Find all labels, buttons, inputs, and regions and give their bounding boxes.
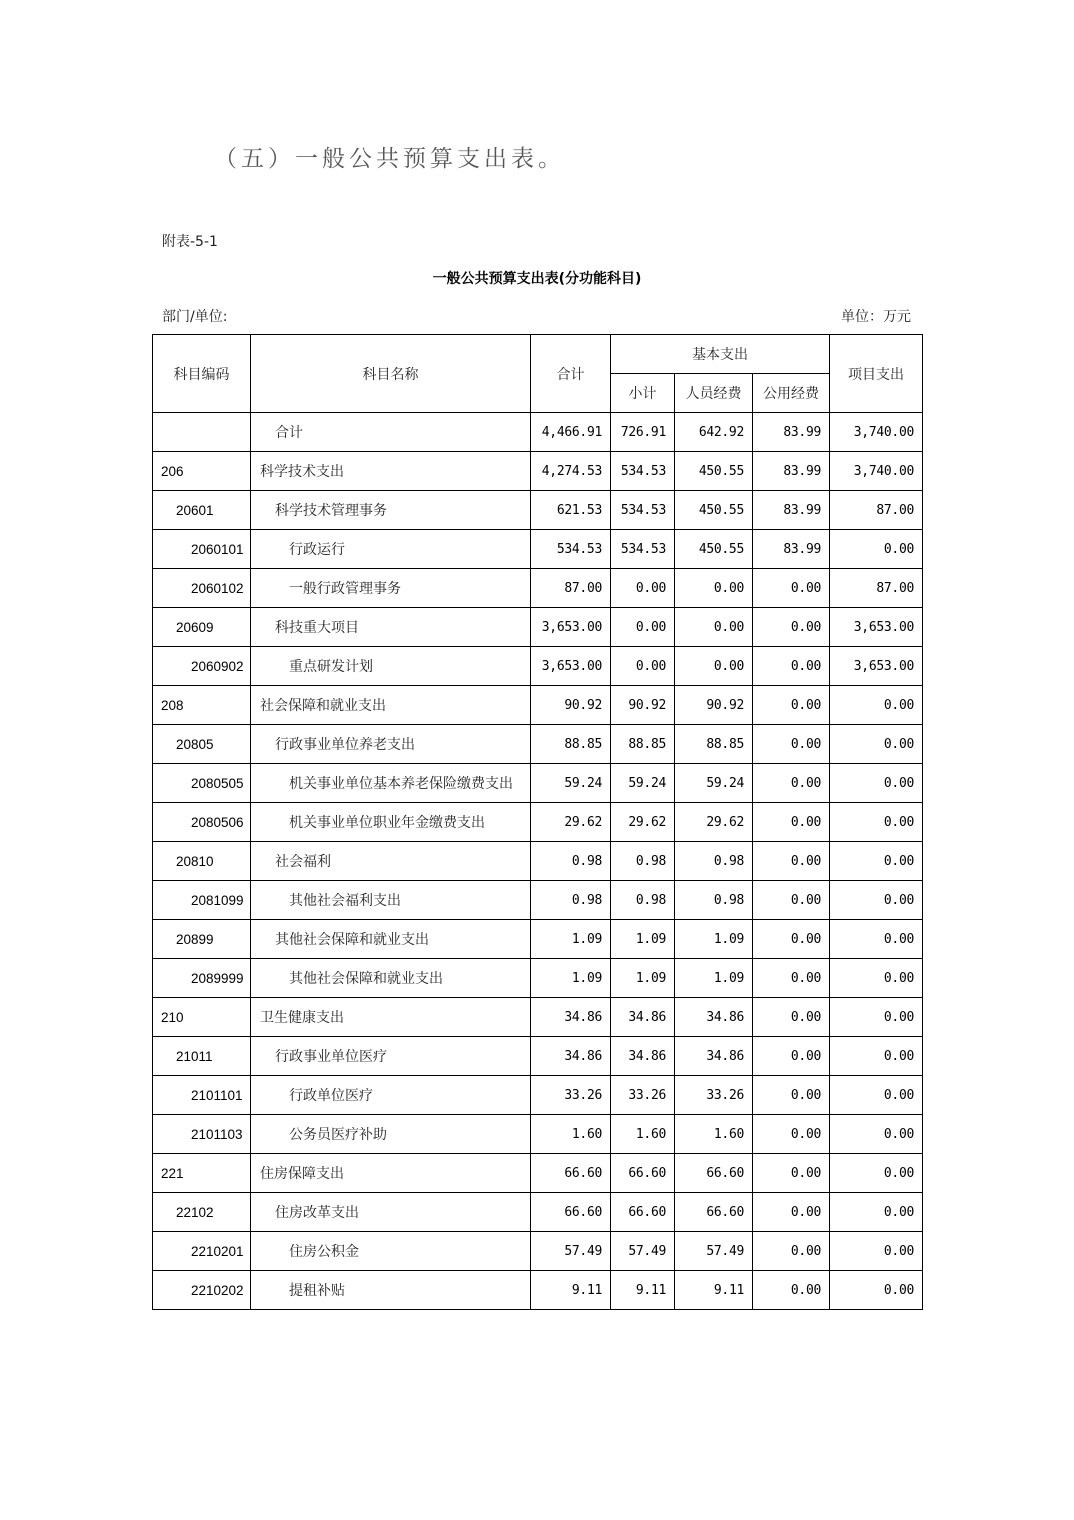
cell-project: 0.00 xyxy=(830,920,923,959)
cell-subtotal: 66.60 xyxy=(611,1154,675,1193)
cell-personnel: 450.55 xyxy=(675,452,753,491)
cell-public: 0.00 xyxy=(753,1076,830,1115)
cell-code: 2101103 xyxy=(153,1115,251,1154)
cell-code: 2080506 xyxy=(153,803,251,842)
cell-project: 3,653.00 xyxy=(830,647,923,686)
cell-name: 提租补贴 xyxy=(251,1271,531,1310)
cell-name: 机关事业单位职业年金缴费支出 xyxy=(251,803,531,842)
table-row xyxy=(153,959,923,998)
cell-total: 4,466.91 xyxy=(531,413,611,452)
cell-total: 90.92 xyxy=(531,686,611,725)
department-label: 部门/单位: xyxy=(162,309,228,325)
cell-public: 0.00 xyxy=(753,647,830,686)
cell-name: 社会福利 xyxy=(251,842,531,881)
cell-total: 34.86 xyxy=(531,1037,611,1076)
table-row xyxy=(153,1154,923,1193)
table-row xyxy=(153,1076,923,1115)
cell-personnel: 1.09 xyxy=(675,920,753,959)
cell-project: 3,740.00 xyxy=(830,413,923,452)
cell-subtotal: 534.53 xyxy=(611,491,675,530)
cell-name: 其他社会保障和就业支出 xyxy=(251,920,531,959)
cell-public: 0.00 xyxy=(753,842,830,881)
cell-code: 2089999 xyxy=(153,959,251,998)
cell-public: 0.00 xyxy=(753,803,830,842)
table-row xyxy=(153,413,923,452)
cell-project: 0.00 xyxy=(830,1232,923,1271)
cell-project: 3,653.00 xyxy=(830,608,923,647)
cell-project: 87.00 xyxy=(830,569,923,608)
cell-personnel: 0.00 xyxy=(675,647,753,686)
header-name: 科目名称 xyxy=(251,335,531,413)
table-row xyxy=(153,998,923,1037)
cell-personnel: 0.00 xyxy=(675,569,753,608)
header-total: 合计 xyxy=(531,335,611,413)
table-row xyxy=(153,647,923,686)
cell-subtotal: 33.26 xyxy=(611,1076,675,1115)
cell-name: 行政事业单位养老支出 xyxy=(251,725,531,764)
cell-personnel: 66.60 xyxy=(675,1154,753,1193)
cell-subtotal: 0.00 xyxy=(611,647,675,686)
header-personnel: 人员经费 xyxy=(675,374,753,413)
cell-code: 20805 xyxy=(153,725,251,764)
table-row xyxy=(153,1193,923,1232)
cell-personnel: 450.55 xyxy=(675,491,753,530)
cell-subtotal: 9.11 xyxy=(611,1271,675,1310)
cell-public: 0.00 xyxy=(753,1193,830,1232)
cell-project: 0.00 xyxy=(830,1271,923,1310)
header-subtotal: 小计 xyxy=(611,374,675,413)
cell-personnel: 0.98 xyxy=(675,842,753,881)
cell-project: 0.00 xyxy=(830,1154,923,1193)
table-row xyxy=(153,491,923,530)
cell-project: 0.00 xyxy=(830,998,923,1037)
cell-public: 83.99 xyxy=(753,452,830,491)
cell-public: 83.99 xyxy=(753,530,830,569)
cell-subtotal: 1.09 xyxy=(611,920,675,959)
table-row xyxy=(153,530,923,569)
cell-code: 20601 xyxy=(153,491,251,530)
cell-subtotal: 0.98 xyxy=(611,842,675,881)
cell-total: 534.53 xyxy=(531,530,611,569)
cell-name: 住房公积金 xyxy=(251,1232,531,1271)
cell-total: 66.60 xyxy=(531,1193,611,1232)
header-public: 公用经费 xyxy=(753,374,830,413)
cell-name: 其他社会保障和就业支出 xyxy=(251,959,531,998)
table-row xyxy=(153,725,923,764)
header-basic: 基本支出 xyxy=(611,335,830,374)
cell-personnel: 9.11 xyxy=(675,1271,753,1310)
cell-personnel: 1.09 xyxy=(675,959,753,998)
cell-name: 行政运行 xyxy=(251,530,531,569)
cell-total: 621.53 xyxy=(531,491,611,530)
table-row xyxy=(153,764,923,803)
cell-public: 0.00 xyxy=(753,1271,830,1310)
cell-public: 83.99 xyxy=(753,413,830,452)
cell-code xyxy=(153,413,251,452)
cell-name: 住房改革支出 xyxy=(251,1193,531,1232)
cell-code: 21011 xyxy=(153,1037,251,1076)
cell-total: 29.62 xyxy=(531,803,611,842)
cell-name: 社会保障和就业支出 xyxy=(251,686,531,725)
cell-subtotal: 0.98 xyxy=(611,881,675,920)
table-body xyxy=(153,413,923,1310)
cell-code: 2210201 xyxy=(153,1232,251,1271)
cell-personnel: 90.92 xyxy=(675,686,753,725)
cell-subtotal: 534.53 xyxy=(611,452,675,491)
cell-public: 83.99 xyxy=(753,491,830,530)
cell-subtotal: 66.60 xyxy=(611,1193,675,1232)
cell-public: 0.00 xyxy=(753,1154,830,1193)
table-row xyxy=(153,1115,923,1154)
cell-personnel: 33.26 xyxy=(675,1076,753,1115)
cell-project: 0.00 xyxy=(830,842,923,881)
cell-personnel: 1.60 xyxy=(675,1115,753,1154)
cell-total: 0.98 xyxy=(531,842,611,881)
cell-name: 科学技术管理事务 xyxy=(251,491,531,530)
cell-project: 87.00 xyxy=(830,491,923,530)
cell-name: 科技重大项目 xyxy=(251,608,531,647)
cell-public: 0.00 xyxy=(753,1115,830,1154)
cell-public: 0.00 xyxy=(753,1037,830,1076)
header-project: 项目支出 xyxy=(830,335,923,413)
cell-name: 住房保障支出 xyxy=(251,1154,531,1193)
cell-total: 3,653.00 xyxy=(531,647,611,686)
cell-code: 20899 xyxy=(153,920,251,959)
cell-code: 210 xyxy=(153,998,251,1037)
cell-personnel: 57.49 xyxy=(675,1232,753,1271)
cell-total: 3,653.00 xyxy=(531,608,611,647)
cell-total: 1.09 xyxy=(531,920,611,959)
cell-subtotal: 59.24 xyxy=(611,764,675,803)
cell-project: 0.00 xyxy=(830,803,923,842)
cell-code: 2081099 xyxy=(153,881,251,920)
header-row-1 xyxy=(153,335,923,374)
cell-public: 0.00 xyxy=(753,920,830,959)
cell-name: 机关事业单位基本养老保险缴费支出 xyxy=(251,764,531,803)
cell-code: 2101101 xyxy=(153,1076,251,1115)
cell-public: 0.00 xyxy=(753,998,830,1037)
cell-personnel: 0.00 xyxy=(675,608,753,647)
table-title-text: 一般公共预算支出表(分功能科目) xyxy=(432,271,642,287)
cell-total: 34.86 xyxy=(531,998,611,1037)
table-row xyxy=(153,920,923,959)
cell-subtotal: 1.09 xyxy=(611,959,675,998)
cell-total: 4,274.53 xyxy=(531,452,611,491)
cell-code: 2060902 xyxy=(153,647,251,686)
unit-label: 单位：万元 xyxy=(841,309,911,325)
annex-label: 附表-5-1 xyxy=(162,234,218,250)
cell-project: 0.00 xyxy=(830,1076,923,1115)
table-row xyxy=(153,608,923,647)
cell-public: 0.00 xyxy=(753,959,830,998)
cell-total: 33.26 xyxy=(531,1076,611,1115)
cell-project: 0.00 xyxy=(830,725,923,764)
cell-public: 0.00 xyxy=(753,608,830,647)
expenditure-table xyxy=(152,334,923,1310)
cell-code: 20810 xyxy=(153,842,251,881)
cell-code: 221 xyxy=(153,1154,251,1193)
cell-total: 59.24 xyxy=(531,764,611,803)
cell-personnel: 29.62 xyxy=(675,803,753,842)
cell-public: 0.00 xyxy=(753,881,830,920)
cell-project: 3,740.00 xyxy=(830,452,923,491)
cell-project: 0.00 xyxy=(830,881,923,920)
cell-subtotal: 88.85 xyxy=(611,725,675,764)
cell-public: 0.00 xyxy=(753,569,830,608)
cell-name: 一般行政管理事务 xyxy=(251,569,531,608)
section-heading: （五）一般公共预算支出表。 xyxy=(214,146,565,172)
table-title xyxy=(0,268,1074,288)
cell-code: 2060102 xyxy=(153,569,251,608)
cell-personnel: 450.55 xyxy=(675,530,753,569)
table-row xyxy=(153,842,923,881)
cell-public: 0.00 xyxy=(753,725,830,764)
cell-total: 88.85 xyxy=(531,725,611,764)
cell-subtotal: 34.86 xyxy=(611,1037,675,1076)
cell-personnel: 66.60 xyxy=(675,1193,753,1232)
cell-total: 87.00 xyxy=(531,569,611,608)
cell-subtotal: 29.62 xyxy=(611,803,675,842)
cell-total: 0.98 xyxy=(531,881,611,920)
cell-project: 0.00 xyxy=(830,1037,923,1076)
cell-code: 208 xyxy=(153,686,251,725)
cell-personnel: 642.92 xyxy=(675,413,753,452)
cell-total: 1.60 xyxy=(531,1115,611,1154)
cell-name: 行政单位医疗 xyxy=(251,1076,531,1115)
cell-subtotal: 534.53 xyxy=(611,530,675,569)
cell-code: 2210202 xyxy=(153,1271,251,1310)
cell-code: 20609 xyxy=(153,608,251,647)
cell-project: 0.00 xyxy=(830,764,923,803)
cell-name: 公务员医疗补助 xyxy=(251,1115,531,1154)
cell-subtotal: 0.00 xyxy=(611,608,675,647)
table-row xyxy=(153,1232,923,1271)
cell-personnel: 59.24 xyxy=(675,764,753,803)
cell-project: 0.00 xyxy=(830,686,923,725)
cell-total: 57.49 xyxy=(531,1232,611,1271)
cell-total: 9.11 xyxy=(531,1271,611,1310)
cell-project: 0.00 xyxy=(830,530,923,569)
cell-project: 0.00 xyxy=(830,1115,923,1154)
cell-total: 1.09 xyxy=(531,959,611,998)
cell-subtotal: 90.92 xyxy=(611,686,675,725)
cell-project: 0.00 xyxy=(830,959,923,998)
cell-subtotal: 1.60 xyxy=(611,1115,675,1154)
cell-subtotal: 726.91 xyxy=(611,413,675,452)
cell-subtotal: 34.86 xyxy=(611,998,675,1037)
table-row xyxy=(153,1271,923,1310)
table-row xyxy=(153,881,923,920)
header-code: 科目编码 xyxy=(153,335,251,413)
cell-subtotal: 57.49 xyxy=(611,1232,675,1271)
cell-subtotal: 0.00 xyxy=(611,569,675,608)
cell-name: 重点研发计划 xyxy=(251,647,531,686)
table-row xyxy=(153,569,923,608)
table-row xyxy=(153,1037,923,1076)
cell-code: 206 xyxy=(153,452,251,491)
cell-code: 2080505 xyxy=(153,764,251,803)
cell-name: 卫生健康支出 xyxy=(251,998,531,1037)
cell-total: 66.60 xyxy=(531,1154,611,1193)
cell-personnel: 34.86 xyxy=(675,998,753,1037)
table-row xyxy=(153,452,923,491)
cell-public: 0.00 xyxy=(753,686,830,725)
cell-name: 合计 xyxy=(251,413,531,452)
cell-code: 2060101 xyxy=(153,530,251,569)
cell-public: 0.00 xyxy=(753,764,830,803)
cell-name: 其他社会福利支出 xyxy=(251,881,531,920)
cell-personnel: 0.98 xyxy=(675,881,753,920)
table-header xyxy=(153,335,923,413)
cell-code: 22102 xyxy=(153,1193,251,1232)
table-row xyxy=(153,686,923,725)
cell-project: 0.00 xyxy=(830,1193,923,1232)
table-row xyxy=(153,803,923,842)
cell-name: 行政事业单位医疗 xyxy=(251,1037,531,1076)
cell-name: 科学技术支出 xyxy=(251,452,531,491)
cell-personnel: 34.86 xyxy=(675,1037,753,1076)
cell-public: 0.00 xyxy=(753,1232,830,1271)
cell-personnel: 88.85 xyxy=(675,725,753,764)
